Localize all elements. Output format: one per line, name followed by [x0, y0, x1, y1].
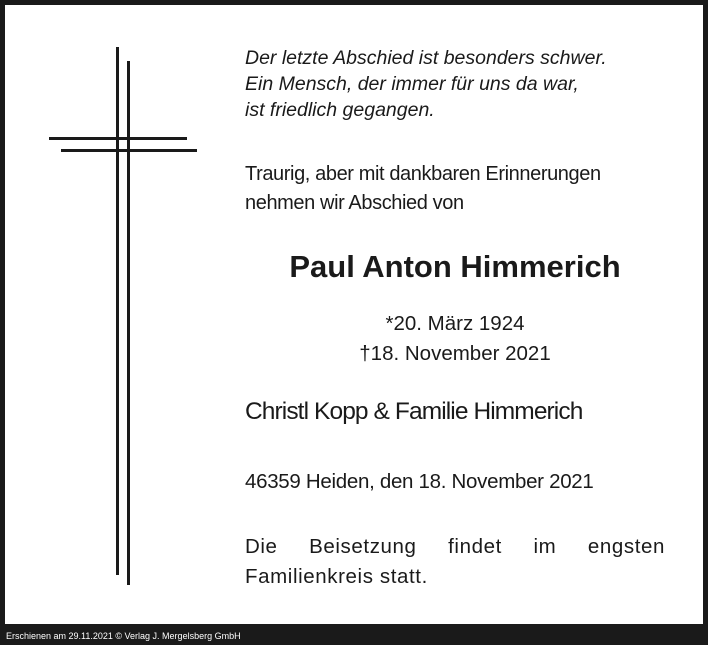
verse-line: Ein Mensch, der immer für uns da war, [245, 73, 579, 95]
verse-line: ist friedlich gegangen. [245, 99, 435, 121]
deceased-name: Paul Anton Himmerich [289, 249, 621, 284]
mourners: Christl Kopp & Familie Himmerich [245, 398, 583, 425]
intro-line: Traurig, aber mit dankbaren Erinnerungen [245, 163, 601, 185]
intro-text [245, 160, 665, 218]
intro-line: nehmen wir Abschied von [245, 192, 464, 214]
cross-vertical-line [116, 47, 119, 575]
funeral-notice [245, 532, 665, 592]
obituary-card [5, 5, 703, 624]
publication-footer: Erschienen am 29.11.2021 © Verlag J. Mergelsberg GmbH [6, 631, 241, 641]
life-dates [245, 309, 665, 369]
birth-date: *20. März 1924 [385, 312, 525, 335]
verse-line: Der letzte Abschied ist besonders schwer. [245, 47, 607, 69]
funeral-line: Die Beisetzung findet im engsten [245, 535, 665, 558]
verse [245, 45, 665, 123]
cross-horizontal-line [61, 149, 197, 152]
funeral-line: Familienkreis statt. [245, 565, 428, 588]
place-date: 46359 Heiden, den 18. November 2021 [245, 470, 594, 493]
death-date: †18. November 2021 [359, 342, 551, 365]
cross-horizontal-line [49, 137, 187, 140]
